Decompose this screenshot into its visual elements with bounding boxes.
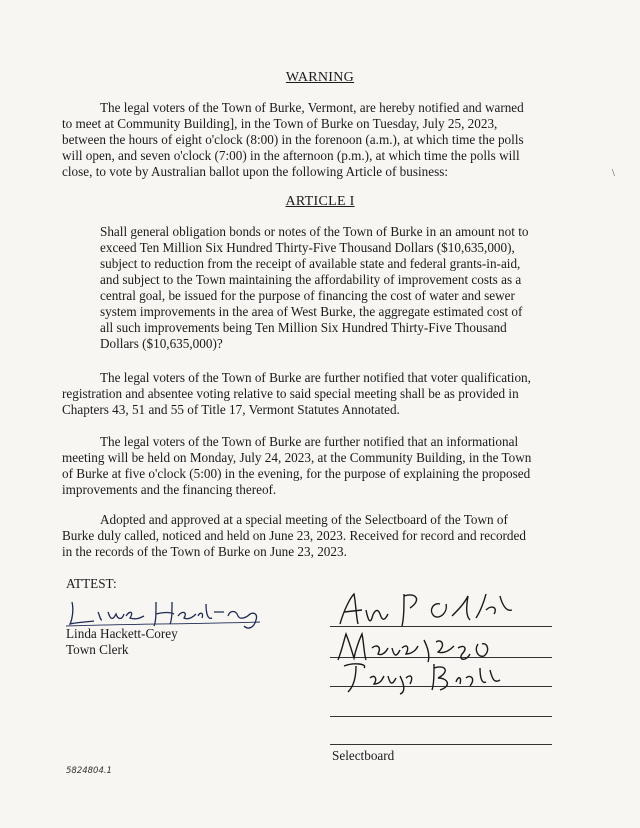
article-line: all such improvements being Ten Million Six Hundred Thirty-Five Thousand	[100, 320, 507, 335]
article-line: and subject to the Town maintaining the affordability of improvement costs as a	[100, 272, 522, 287]
selectboard-signature-1	[330, 590, 530, 630]
warning-line: to meet at Community Building], in the Town of Burke on Tuesday, July 25, 2023,	[62, 116, 498, 131]
article-line: system improvements in the area of West Burke, the aggregate estimated cost of	[100, 304, 523, 319]
informational-line: improvements and the financing thereof.	[62, 482, 277, 497]
qualification-line: The legal voters of the Town of Burke are further notified that voter qualification,	[100, 370, 531, 385]
adopted-line: Burke duly called, noticed and held on June 23, 2023. Received for record and recorded	[62, 528, 526, 543]
warning-line: The legal voters of the Town of Burke, Vermont, are hereby notified and warned	[100, 100, 524, 115]
selectboard-signature-3	[334, 660, 514, 696]
selectboard-label: Selectboard	[332, 748, 395, 763]
qualification-line: registration and absentee voting relative to said special meeting shall be as provided in	[62, 386, 519, 401]
article-paragraph	[100, 224, 570, 352]
warning-line: will open, and seven o'clock (7:00) in the afternoon (p.m.), at which time the polls will	[62, 148, 520, 163]
attest-label: ATTEST:	[66, 576, 117, 591]
qualification-line: Chapters 43, 51 and 55 of Title 17, Vermont Statutes Annotated.	[62, 402, 400, 417]
adopted-line: Adopted and approved at a special meeting of the Selectboard of the Town of	[100, 512, 508, 527]
warning-heading: WARNING	[285, 70, 355, 85]
article-line: exceed Ten Million Six Hundred Thirty-Five Thousand Dollars ($10,635,000),	[100, 240, 515, 255]
signature-line	[330, 744, 552, 745]
informational-paragraph	[62, 434, 582, 498]
adopted-line: in the records of the Town of Burke on June 23, 2023.	[62, 544, 347, 559]
warning-paragraph	[62, 100, 582, 180]
article-heading: ARTICLE I	[285, 194, 355, 209]
document-id: 5824804.1	[66, 766, 112, 776]
qualification-paragraph	[62, 370, 582, 418]
clerk-title: Town Clerk	[66, 642, 129, 657]
adopted-paragraph	[62, 512, 582, 560]
warning-line: close, to vote by Australian ballot upon the following Article of business:	[62, 164, 449, 179]
signature-line	[330, 716, 552, 717]
informational-line: of Burke at five o'clock (5:00) in the evening, for the purpose of explaining the proposed	[62, 466, 531, 481]
stray-mark: \	[612, 168, 615, 179]
informational-line: The legal voters of the Town of Burke are further notified that an informational	[100, 434, 519, 449]
article-line: Dollars ($10,635,000)?	[100, 336, 223, 351]
article-line: central goal, be issued for the purpose of financing the cost of water and sewer	[100, 288, 515, 303]
warning-line: between the hours of eight o'clock (8:00) in the forenoon (a.m.), at which time the polls	[62, 132, 524, 147]
clerk-name: Linda Hackett-Corey	[66, 626, 178, 641]
article-line: subject to reduction from the receipt of available state and federal grants-in-aid,	[100, 256, 521, 271]
article-line: Shall general obligation bonds or notes of the Town of Burke in an amount not to	[100, 224, 529, 239]
informational-line: meeting will be held on Monday, July 24, 2023, at the Community Building, in the Town	[62, 450, 532, 465]
